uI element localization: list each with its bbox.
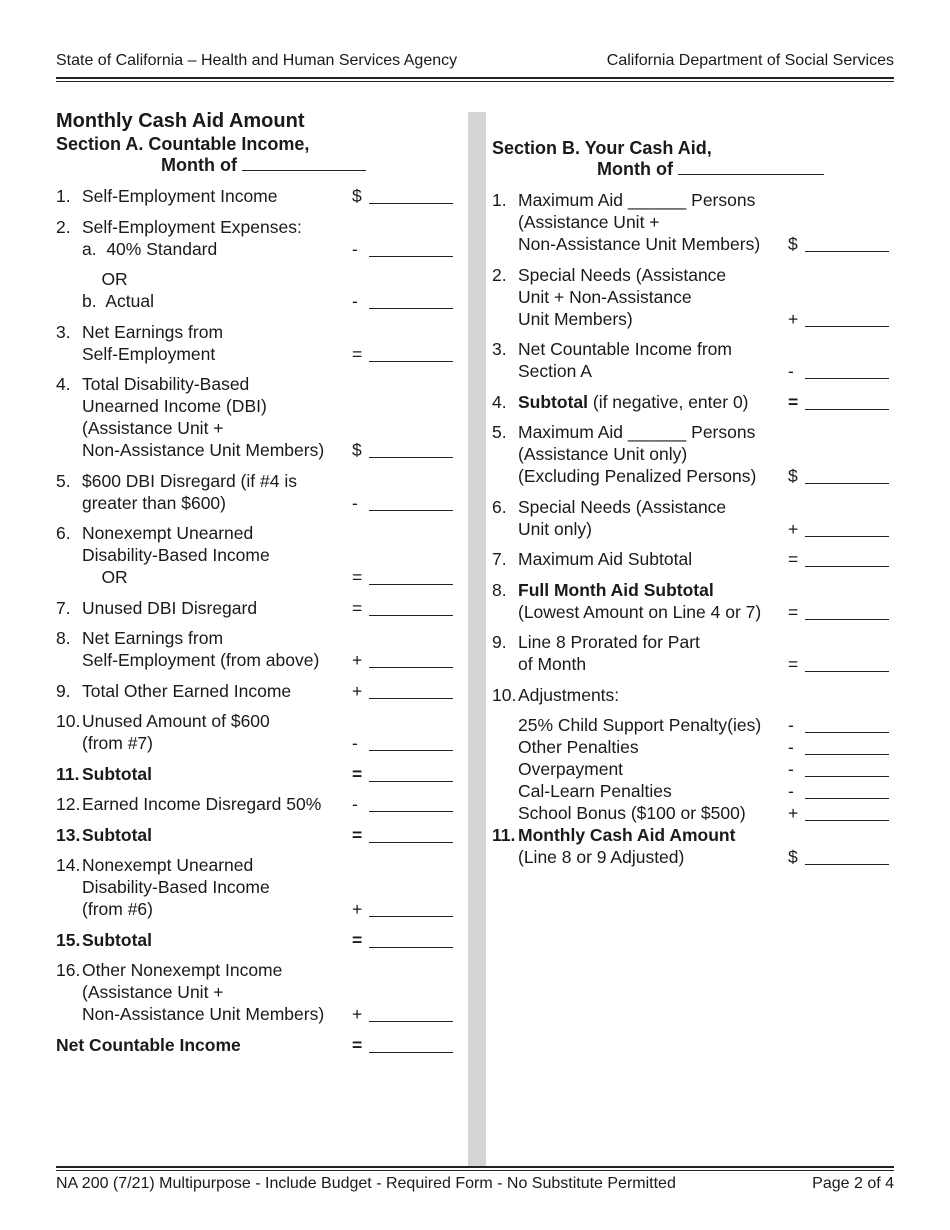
amount-field[interactable] bbox=[805, 671, 889, 672]
label-line: Disability-Based Income bbox=[82, 545, 270, 565]
amount-field[interactable] bbox=[805, 754, 889, 755]
amount-field[interactable] bbox=[369, 510, 453, 511]
label-line: Special Needs (Assistance bbox=[518, 264, 727, 285]
label-line: Nonexempt Unearned bbox=[82, 855, 254, 875]
amount-field[interactable] bbox=[805, 326, 889, 327]
form-line bbox=[56, 373, 456, 461]
label-line: 25% Child Support Penalty(ies) bbox=[518, 715, 762, 735]
line-number: 9. bbox=[492, 632, 507, 652]
label-line: (Assistance Unit only) bbox=[518, 444, 688, 464]
header-rule-2 bbox=[56, 81, 894, 83]
amount-field[interactable] bbox=[369, 615, 453, 616]
label-line: Self-Employment Expenses: bbox=[82, 216, 302, 237]
label-line: Other Nonexempt Income bbox=[82, 960, 283, 980]
label-line: Unused Amount of $600 bbox=[82, 711, 270, 731]
operator: - bbox=[788, 737, 794, 757]
label-line: Subtotal bbox=[82, 929, 152, 950]
amount-field[interactable] bbox=[369, 1021, 453, 1022]
label-line: (Line 8 or 9 Adjusted) bbox=[518, 847, 685, 867]
line-number: 6. bbox=[56, 523, 71, 543]
label-line: Non-Assistance Unit Members) bbox=[82, 1004, 325, 1024]
form-line bbox=[56, 680, 456, 702]
amount-field[interactable] bbox=[369, 256, 453, 257]
form-line bbox=[56, 710, 456, 754]
section-a-heading-line1: Section A. Countable Income, bbox=[56, 134, 310, 154]
label-line: Non-Assistance Unit Members) bbox=[82, 440, 325, 460]
line-label bbox=[56, 959, 456, 1025]
line-number: 12. bbox=[56, 794, 81, 814]
operator: - bbox=[352, 291, 358, 311]
section-a bbox=[56, 108, 456, 1064]
label-line: OR bbox=[82, 567, 128, 587]
label-line: Net Countable Income from bbox=[518, 339, 732, 359]
label-line: Earned Income Disregard 50% bbox=[82, 794, 322, 814]
form-line bbox=[492, 631, 892, 675]
label-line: Special Needs (Assistance bbox=[518, 496, 727, 517]
operator: - bbox=[352, 733, 358, 753]
line-label bbox=[56, 627, 456, 671]
operator: - bbox=[788, 759, 794, 779]
line-label bbox=[492, 264, 892, 330]
line-label bbox=[56, 373, 456, 461]
label-line: Self-Employment (from above) bbox=[82, 650, 320, 670]
label-line: (from #7) bbox=[82, 733, 153, 753]
label-line: Total Disability-Based bbox=[82, 374, 250, 394]
amount-field[interactable] bbox=[369, 750, 453, 751]
label-line: Full Month Aid Subtotal bbox=[518, 579, 714, 600]
operator: = bbox=[352, 567, 363, 587]
line-number: 7. bbox=[492, 549, 507, 569]
form-line bbox=[492, 579, 892, 623]
amount-field[interactable] bbox=[805, 798, 889, 799]
section-b bbox=[492, 138, 892, 877]
label-line: (Assistance Unit + bbox=[82, 418, 224, 438]
section-b-month bbox=[492, 159, 892, 180]
amount-field[interactable] bbox=[369, 584, 453, 585]
operator: - bbox=[788, 781, 794, 801]
label-line: greater than $600) bbox=[82, 492, 226, 513]
operator: = bbox=[352, 1034, 363, 1055]
amount-field[interactable] bbox=[369, 842, 453, 843]
section-a-rows bbox=[56, 185, 456, 1056]
line-number: 6. bbox=[492, 496, 507, 517]
label-line: Unused DBI Disregard bbox=[82, 597, 258, 618]
column-divider bbox=[468, 112, 486, 1168]
section-a-month bbox=[56, 155, 456, 176]
line-label bbox=[56, 216, 456, 260]
line-label bbox=[492, 684, 892, 706]
line-number: 5. bbox=[492, 422, 507, 442]
form-line bbox=[492, 736, 892, 758]
label-line: Unearned Income (DBI) bbox=[82, 396, 267, 416]
page-title: Monthly Cash Aid Amount bbox=[56, 110, 305, 132]
label-line: Self-Employment Income bbox=[82, 186, 278, 206]
label-rest: (if negative, enter 0) bbox=[588, 391, 749, 412]
label-line: Unit + Non-Assistance bbox=[518, 286, 692, 307]
label-line: Other Penalties bbox=[518, 737, 639, 757]
operator: = bbox=[352, 929, 363, 950]
amount-field[interactable] bbox=[805, 732, 889, 733]
label-line: Overpayment bbox=[518, 759, 624, 779]
amount-field[interactable] bbox=[369, 811, 453, 812]
form-line bbox=[56, 824, 456, 846]
label-line: Disability-Based Income bbox=[82, 877, 270, 897]
operator: = bbox=[788, 549, 799, 569]
line-label bbox=[492, 496, 892, 540]
amount-field[interactable] bbox=[369, 781, 453, 782]
amount-field[interactable] bbox=[805, 864, 889, 865]
line-number: 3. bbox=[492, 339, 507, 359]
section-b-rows bbox=[492, 189, 892, 868]
label-line: $600 DBI Disregard (if #4 is bbox=[82, 470, 297, 491]
amount-field[interactable] bbox=[369, 361, 453, 362]
line-number: 1. bbox=[56, 186, 71, 206]
line-number: 4. bbox=[56, 374, 71, 394]
operator: = bbox=[788, 654, 799, 674]
form-line bbox=[56, 854, 456, 920]
operator: + bbox=[352, 899, 363, 919]
amount-field[interactable] bbox=[369, 698, 453, 699]
month-input-a[interactable] bbox=[242, 156, 366, 171]
label-line: Subtotal bbox=[82, 824, 152, 845]
line-label bbox=[492, 631, 892, 675]
line-number: 11. bbox=[492, 825, 516, 845]
form-id: NA 200 (7/21) Multipurpose - Include Budget - Required Form - No Substitute Permitted bbox=[56, 1175, 676, 1192]
page-header bbox=[56, 52, 894, 72]
line-number: 8. bbox=[56, 628, 71, 648]
line-number: 4. bbox=[492, 391, 507, 412]
label-line: (Assistance Unit + bbox=[518, 212, 660, 232]
label-line: Net Countable Income bbox=[56, 1034, 241, 1055]
line-number: 5. bbox=[56, 470, 71, 491]
operator: + bbox=[352, 650, 363, 670]
form-line bbox=[56, 1034, 456, 1056]
form-line bbox=[492, 189, 892, 255]
line-label bbox=[56, 321, 456, 365]
label-line: (from #6) bbox=[82, 899, 153, 919]
line-label bbox=[492, 421, 892, 487]
amount-field[interactable] bbox=[805, 566, 889, 567]
section-a-month-label: Month of bbox=[161, 155, 237, 175]
amount-field[interactable] bbox=[805, 536, 889, 537]
amount-field[interactable] bbox=[805, 820, 889, 821]
operator: - bbox=[788, 361, 794, 381]
label-line: a. 40% Standard bbox=[82, 238, 218, 259]
line-number: 8. bbox=[492, 579, 507, 600]
label-line: OR bbox=[82, 269, 128, 289]
form-line bbox=[492, 548, 892, 570]
operator: = bbox=[352, 763, 363, 784]
line-label bbox=[56, 710, 456, 754]
form-line bbox=[492, 714, 892, 736]
department-name: California Department of Social Services bbox=[606, 52, 894, 69]
line-number: 14. bbox=[56, 855, 81, 875]
label-line: Maximum Aid Subtotal bbox=[518, 549, 693, 569]
amount-field[interactable] bbox=[369, 1052, 453, 1053]
amount-field[interactable] bbox=[369, 203, 453, 204]
agency-name: State of California – Health and Human Services Agency bbox=[56, 52, 458, 69]
line-label bbox=[492, 189, 892, 255]
line-number: 2. bbox=[56, 216, 71, 237]
amount-field[interactable] bbox=[369, 916, 453, 917]
operator: = bbox=[788, 601, 799, 622]
operator: $ bbox=[352, 186, 362, 206]
line-label bbox=[492, 338, 892, 382]
form-line bbox=[492, 391, 892, 413]
line-label bbox=[492, 824, 892, 868]
label-line: Adjustments: bbox=[518, 684, 620, 705]
line-number: 16. bbox=[56, 960, 81, 980]
label-line: Line 8 Prorated for Part bbox=[518, 632, 700, 652]
form-line bbox=[56, 321, 456, 365]
line-label bbox=[56, 470, 456, 514]
label-line: Cal-Learn Penalties bbox=[518, 781, 672, 801]
amount-field[interactable] bbox=[369, 308, 453, 309]
operator: - bbox=[352, 492, 358, 513]
amount-field[interactable] bbox=[805, 619, 889, 620]
label-line: Nonexempt Unearned bbox=[82, 523, 254, 543]
footer-rule-2 bbox=[56, 1170, 894, 1172]
form-line bbox=[56, 522, 456, 588]
label-line: (Assistance Unit + bbox=[82, 982, 224, 1002]
form-line bbox=[492, 338, 892, 382]
label-line: (Lowest Amount on Line 4 or 7) bbox=[518, 601, 762, 622]
amount-field[interactable] bbox=[805, 483, 889, 484]
operator: + bbox=[352, 680, 363, 701]
label-line: Monthly Cash Aid Amount bbox=[518, 825, 736, 845]
footer-rule-1 bbox=[56, 1166, 894, 1168]
label-line: b. Actual bbox=[82, 291, 154, 311]
label-line: Self-Employment bbox=[82, 343, 216, 364]
operator: + bbox=[788, 518, 799, 539]
line-number: 7. bbox=[56, 597, 71, 618]
form-line bbox=[492, 758, 892, 780]
operator: = bbox=[352, 343, 363, 364]
operator: = bbox=[352, 597, 363, 618]
label-line: Total Other Earned Income bbox=[82, 680, 292, 701]
amount-field[interactable] bbox=[805, 378, 889, 379]
operator: - bbox=[352, 794, 358, 814]
label-line: Non-Assistance Unit Members) bbox=[518, 234, 761, 254]
amount-field[interactable] bbox=[369, 947, 453, 948]
operator: - bbox=[352, 238, 358, 259]
form-line bbox=[492, 264, 892, 330]
form-line bbox=[56, 216, 456, 260]
operator: - bbox=[788, 715, 794, 735]
section-b-heading-line1: Section B. Your Cash Aid, bbox=[492, 138, 712, 158]
line-number: 1. bbox=[492, 190, 507, 210]
form-line bbox=[56, 763, 456, 785]
label-line: Subtotal bbox=[82, 763, 152, 784]
amount-field[interactable] bbox=[805, 251, 889, 252]
label-line: of Month bbox=[518, 654, 587, 674]
form-line bbox=[56, 959, 456, 1025]
form-line bbox=[492, 496, 892, 540]
operator: + bbox=[352, 1004, 363, 1024]
form-line bbox=[492, 780, 892, 802]
line-number: 15. bbox=[56, 929, 81, 950]
line-number: 11. bbox=[56, 763, 80, 784]
form-line bbox=[56, 597, 456, 619]
operator: $ bbox=[352, 440, 362, 460]
form-line bbox=[492, 684, 892, 706]
operator: $ bbox=[788, 466, 798, 486]
operator: $ bbox=[788, 234, 798, 254]
operator: + bbox=[788, 803, 799, 823]
form-line bbox=[492, 824, 892, 868]
line-number: 3. bbox=[56, 321, 71, 342]
page-number: Page 2 of 4 bbox=[812, 1175, 894, 1192]
header-rule-1 bbox=[56, 77, 894, 79]
line-label bbox=[56, 522, 456, 588]
form-line bbox=[56, 470, 456, 514]
section-b-heading bbox=[492, 138, 892, 180]
amount-field[interactable] bbox=[805, 409, 889, 410]
amount-field[interactable] bbox=[805, 776, 889, 777]
form-line bbox=[492, 802, 892, 824]
label-line: Unit only) bbox=[518, 518, 592, 539]
label-line: Net Earnings from bbox=[82, 628, 224, 648]
form-line bbox=[492, 421, 892, 487]
label-line: School Bonus ($100 or $500) bbox=[518, 803, 746, 823]
line-number: 10. bbox=[56, 711, 81, 731]
line-number: 13. bbox=[56, 824, 81, 845]
form-line bbox=[56, 268, 456, 312]
line-label bbox=[492, 579, 892, 623]
section-a-heading bbox=[56, 134, 456, 176]
month-input-b[interactable] bbox=[678, 160, 824, 175]
amount-field[interactable] bbox=[369, 457, 453, 458]
label-line: Maximum Aid ______ Persons bbox=[518, 422, 756, 442]
label-line: Maximum Aid ______ Persons bbox=[518, 190, 756, 210]
page-footer bbox=[56, 1175, 894, 1193]
section-b-month-label: Month of bbox=[597, 159, 673, 179]
label-line: Unit Members) bbox=[518, 308, 633, 329]
line-number: 10. bbox=[492, 684, 517, 705]
line-label bbox=[56, 268, 456, 312]
line-number: 2. bbox=[492, 264, 507, 285]
form-line bbox=[56, 627, 456, 671]
label-bold: Subtotal bbox=[518, 391, 588, 412]
form-line bbox=[56, 793, 456, 815]
operator: + bbox=[788, 308, 799, 329]
amount-field[interactable] bbox=[369, 667, 453, 668]
operator: = bbox=[788, 391, 799, 412]
label-line: (Excluding Penalized Persons) bbox=[518, 466, 757, 486]
label-line: Net Earnings from bbox=[82, 321, 224, 342]
form-line bbox=[56, 185, 456, 207]
line-number: 9. bbox=[56, 680, 71, 701]
label-line: Section A bbox=[518, 361, 592, 381]
operator: = bbox=[352, 824, 363, 845]
form-line bbox=[56, 929, 456, 951]
line-label bbox=[56, 854, 456, 920]
operator: $ bbox=[788, 847, 798, 867]
